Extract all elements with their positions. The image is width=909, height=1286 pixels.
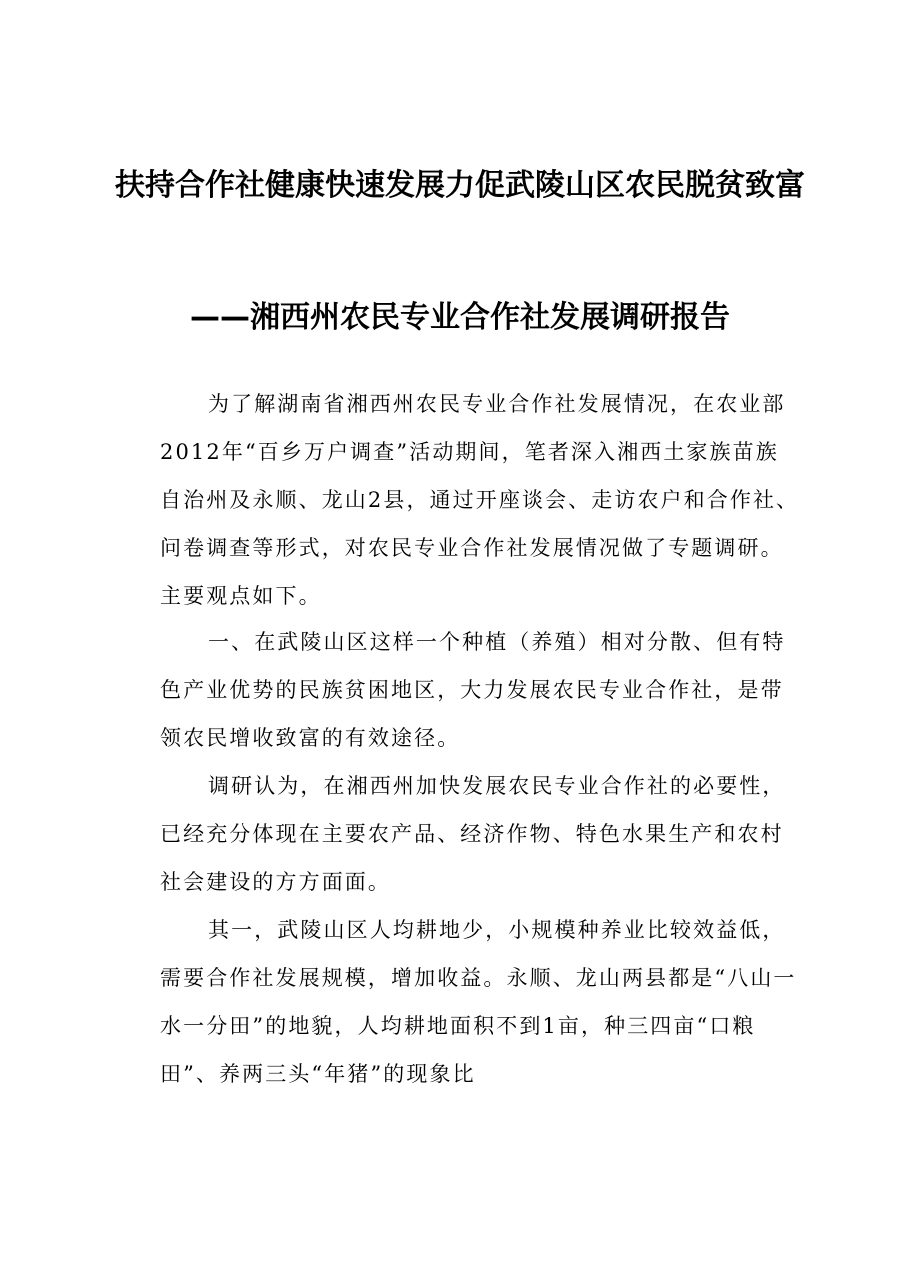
paragraph-research-finding: 调研认为，在湘西州加快发展农民专业合作社的必要性，已经充分体现在主要农产品、经济作物、特色水果生产和农村社会建设的方方面面。 [160, 774, 786, 894]
document-title: 扶持合作社健康快速发展力促武陵山区农民脱贫致富 [115, 168, 805, 203]
paragraph-intro: 为了解湖南省湘西州农民专业合作社发展情况，在农业部2012年“百乡万户调查”活动期间，笔者深入湘西土家族苗族自治州及永顺、龙山2县，通过开座谈会、走访农户和合作社、问卷调查等形式，对农民专业合作社发展情况做了专题调研。主要观点如下。 [160, 392, 800, 608]
document-subtitle: ——湘西州农民专业合作社发展调研报告 [190, 300, 730, 335]
paragraph-section-one-heading: 一、在武陵山区这样一个种植（养殖）相对分散、但有特色产业优势的民族贫困地区，大力发展农民专业合作社，是带领农民增收致富的有效途径。 [160, 630, 786, 750]
paragraph-point-one: 其一，武陵山区人均耕地少，小规模种养业比较效益低，需要合作社发展规模，增加收益。永顺、龙山两县都是“八山一水一分田”的地貌，人均耕地面积不到1亩，种三四亩“口粮田”、养两三头“年猪”的现象比 [160, 918, 797, 1086]
